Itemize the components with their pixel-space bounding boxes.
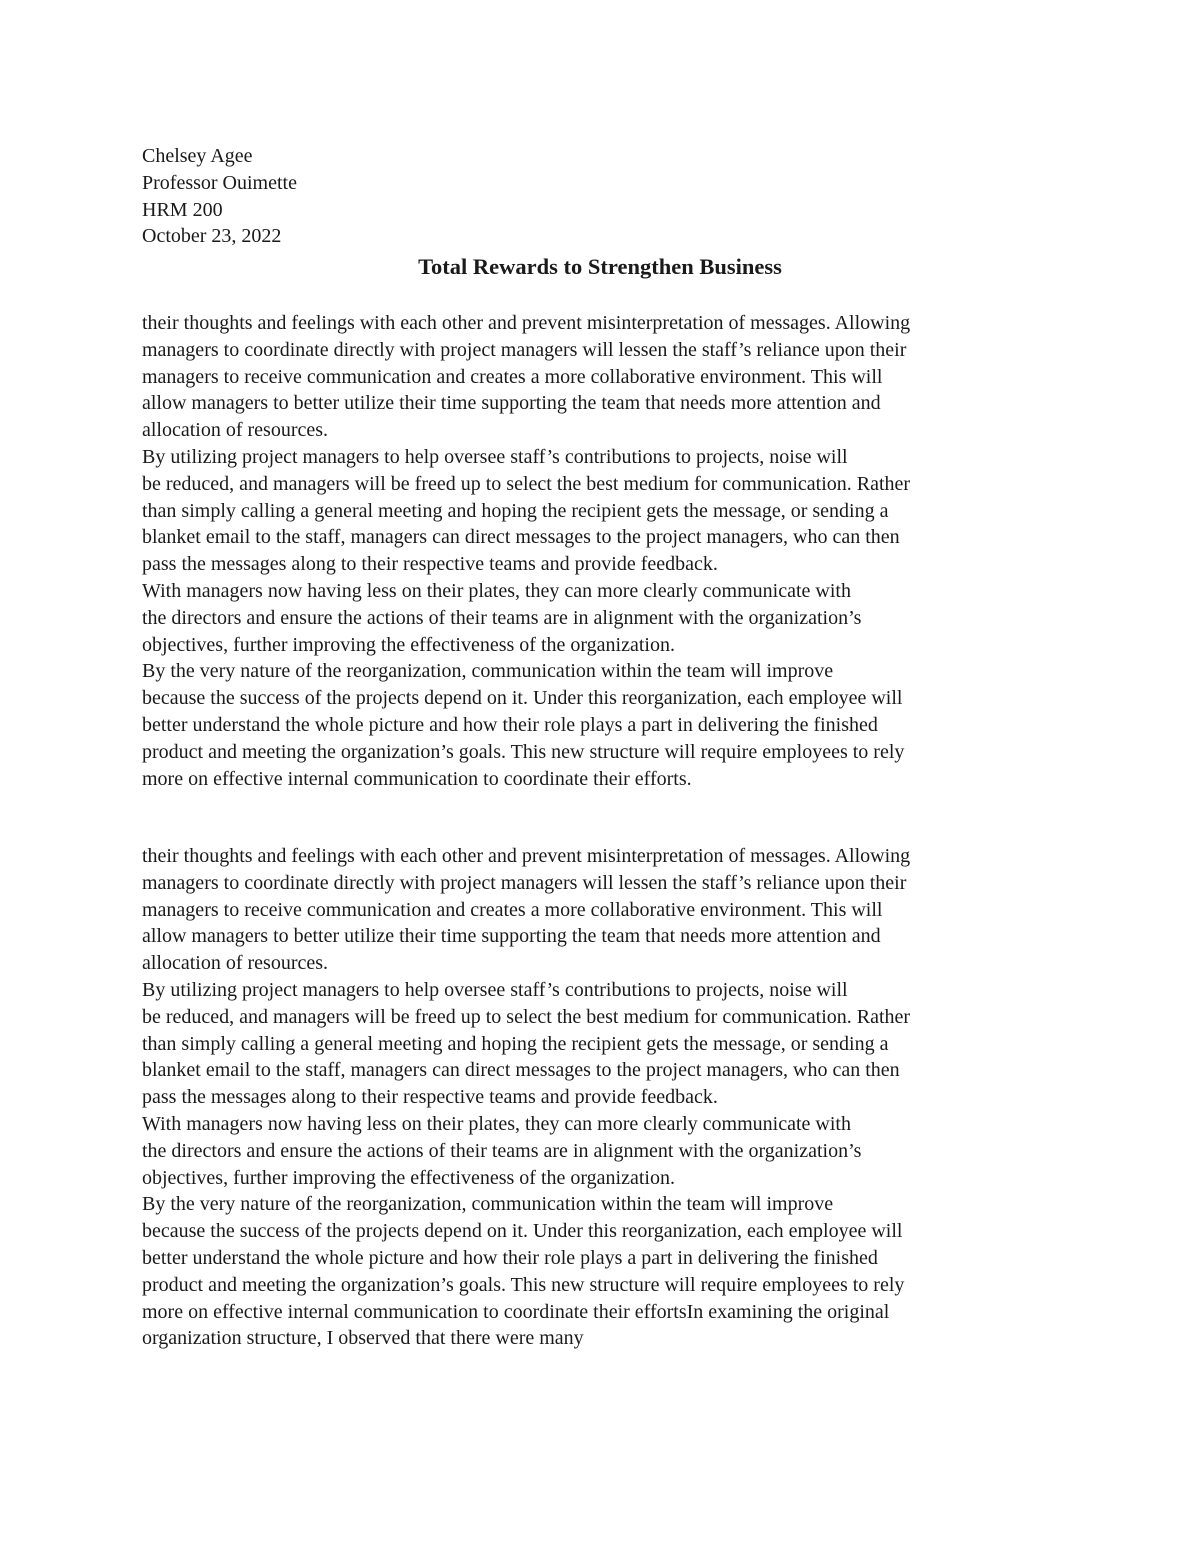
professor-name: Professor Ouimette: [142, 171, 297, 194]
text-line: allow managers to better utilize their time supporting the team that needs more attention and: [142, 392, 881, 415]
author-name: Chelsey Agee: [142, 145, 253, 167]
text-line: the directors and ensure the actions of their teams are in alignment with the organization’s: [142, 1139, 862, 1162]
text-line: managers to coordinate directly with project managers will lessen the staff’s reliance upon their: [142, 871, 907, 894]
text-line: product and meeting the organization’s goals. This new structure will require employees to rely: [142, 1273, 905, 1296]
text-line: By the very nature of the reorganization, communication within the team will improve: [142, 660, 834, 683]
text-line: By the very nature of the reorganization, communication within the team will improve: [142, 1193, 834, 1216]
text-line: managers to receive communication and creates a more collaborative environment. This will: [142, 365, 883, 388]
text-line: By utilizing project managers to help oversee staff’s contributions to projects, noise will: [142, 445, 848, 468]
text-line: be reduced, and managers will be freed up to select the best medium for communication. Rather: [142, 472, 911, 495]
text-line: more on effective internal communication to coordinate their effortsIn examining the original: [142, 1300, 890, 1323]
text-line: blanket email to the staff, managers can direct messages to the project managers, who can then: [142, 526, 900, 549]
essay-date: October 23, 2022: [142, 225, 282, 248]
text-line: better understand the whole picture and how their role plays a part in delivering the finished: [142, 713, 878, 736]
text-line: than simply calling a general meeting and hoping the recipient gets the message, or sending a: [142, 1032, 889, 1055]
text-line: managers to coordinate directly with project managers will lessen the staff’s reliance upon their: [142, 338, 907, 361]
text-line: blanket email to the staff, managers can direct messages to the project managers, who can then: [142, 1059, 900, 1082]
text-line: allow managers to better utilize their time supporting the team that needs more attention and: [142, 925, 881, 948]
text-line: organization structure, I observed that there were many: [142, 1327, 584, 1350]
text-line: allocation of resources.: [142, 952, 329, 975]
text-line: With managers now having less on their plates, they can more clearly communicate with: [142, 579, 851, 602]
document-title: Total Rewards to Strengthen Business: [418, 254, 782, 279]
body-text-block-1: [142, 310, 1062, 792]
text-line: their thoughts and feelings with each other and prevent misinterpretation of messages. Allowing: [142, 312, 911, 334]
text-line: allocation of resources.: [142, 419, 329, 442]
text-line: managers to receive communication and creates a more collaborative environment. This will: [142, 898, 883, 921]
text-line: By utilizing project managers to help oversee staff’s contributions to projects, noise will: [142, 978, 848, 1001]
text-line: because the success of the projects depend on it. Under this reorganization, each employee will: [142, 1220, 903, 1243]
text-line: because the success of the projects depend on it. Under this reorganization, each employee will: [142, 687, 903, 710]
text-line: product and meeting the organization’s goals. This new structure will require employees to rely: [142, 740, 905, 763]
text-line: pass the messages along to their respective teams and provide feedback.: [142, 1086, 718, 1109]
text-line: their thoughts and feelings with each other and prevent misinterpretation of messages. Allowing: [142, 845, 911, 867]
text-line: more on effective internal communication to coordinate their efforts.: [142, 767, 692, 790]
text-line: objectives, further improving the effectiveness of the organization.: [142, 633, 675, 656]
body-text-block-2: [142, 843, 1062, 1352]
text-line: be reduced, and managers will be freed up to select the best medium for communication. Rather: [142, 1005, 911, 1028]
text-line: than simply calling a general meeting and hoping the recipient gets the message, or sending a: [142, 499, 889, 522]
text-line: With managers now having less on their plates, they can more clearly communicate with: [142, 1112, 851, 1135]
text-line: pass the messages along to their respective teams and provide feedback.: [142, 553, 718, 576]
essay-header: [142, 143, 297, 250]
text-line: the directors and ensure the actions of their teams are in alignment with the organization’s: [142, 606, 862, 629]
course-code: HRM 200: [142, 198, 223, 221]
text-line: better understand the whole picture and how their role plays a part in delivering the finished: [142, 1246, 878, 1269]
text-line: objectives, further improving the effectiveness of the organization.: [142, 1166, 675, 1189]
